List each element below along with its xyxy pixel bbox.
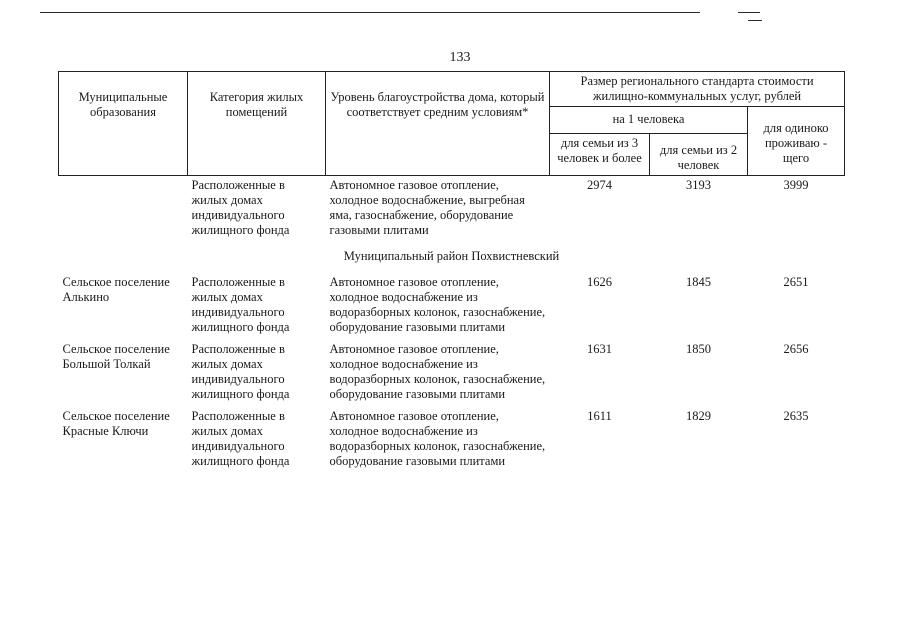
cell-category: Расположенные в жилых домах индивидуального жилищного фонда	[191, 275, 290, 334]
cell-single: 2656	[783, 342, 809, 356]
table-row	[59, 409, 845, 476]
cell-family3: 1631	[587, 342, 612, 356]
cell-single: 2635	[783, 409, 809, 423]
cell-municipality	[59, 176, 188, 246]
cell-municipality: Сельское поселение Красные Ключи	[62, 409, 170, 438]
cell-single: 3999	[783, 178, 809, 192]
cell-level: Автономное газовое отопление, холодное водоснабжение из водоразборных колонок, газоснабжение, оборудование газовыми плитами	[329, 275, 546, 334]
cell-family3: 2974	[587, 178, 612, 192]
cell-family2: 1850	[686, 342, 711, 356]
page-number: 133	[449, 50, 471, 65]
header-category: Категория жилых помещений	[188, 72, 326, 176]
header-single: для одиноко проживаю - щего	[748, 107, 845, 176]
cell-municipality: Сельское поселение Большой Толкай	[62, 342, 170, 371]
district-row	[59, 245, 845, 275]
district-heading: Муниципальный район Похвистневский	[343, 249, 560, 263]
header-standard-group: Размер регионального стандарта стоимости жилищно-коммунальных услуг, рублей	[550, 72, 845, 107]
cell-single: 2651	[783, 275, 809, 289]
header-family3: для семьи из 3 человек и более	[550, 134, 650, 176]
standard-cost-table	[58, 71, 845, 476]
cell-level: Автономное газовое отопление, холодное водоснабжение из водоразборных колонок, газоснабжение, оборудование газовыми плитами	[329, 342, 546, 401]
cell-category: Расположенные в жилых домах индивидуального жилищного фонда	[191, 342, 290, 401]
header-per-person: на 1 человека	[550, 107, 748, 134]
scan-artifact-line	[748, 20, 762, 21]
header-level: Уровень благоустройства дома, который соответствует средним условиям*	[326, 72, 550, 176]
scan-artifact-line	[738, 12, 760, 13]
cell-family3: 1626	[587, 275, 612, 289]
table-row	[59, 275, 845, 342]
cell-family2: 1845	[686, 275, 711, 289]
cell-family2: 1829	[686, 409, 711, 423]
cell-category: Расположенные в жилых домах индивидуального жилищного фонда	[191, 409, 290, 468]
header-family2: для семьи из 2 человек	[650, 134, 748, 176]
table-row	[59, 176, 845, 246]
cell-family2: 3193	[686, 178, 711, 192]
table-row	[59, 342, 845, 409]
header-municipality: Муниципальные образования	[59, 72, 188, 176]
scan-artifact-line	[40, 12, 700, 13]
cell-category: Расположенные в жилых домах индивидуального жилищного фонда	[191, 178, 290, 237]
cell-level: Автономное газовое отопление, холодное водоснабжение из водоразборных колонок, газоснабжение, оборудование газовыми плитами	[329, 409, 546, 468]
cell-family3: 1611	[587, 409, 612, 423]
cell-municipality: Сельское поселение Алькино	[62, 275, 170, 304]
cell-level: Автономное газовое отопление, холодное водоснабжение, выгребная яма, газоснабжение, оборудование газовыми плитами	[329, 178, 525, 237]
